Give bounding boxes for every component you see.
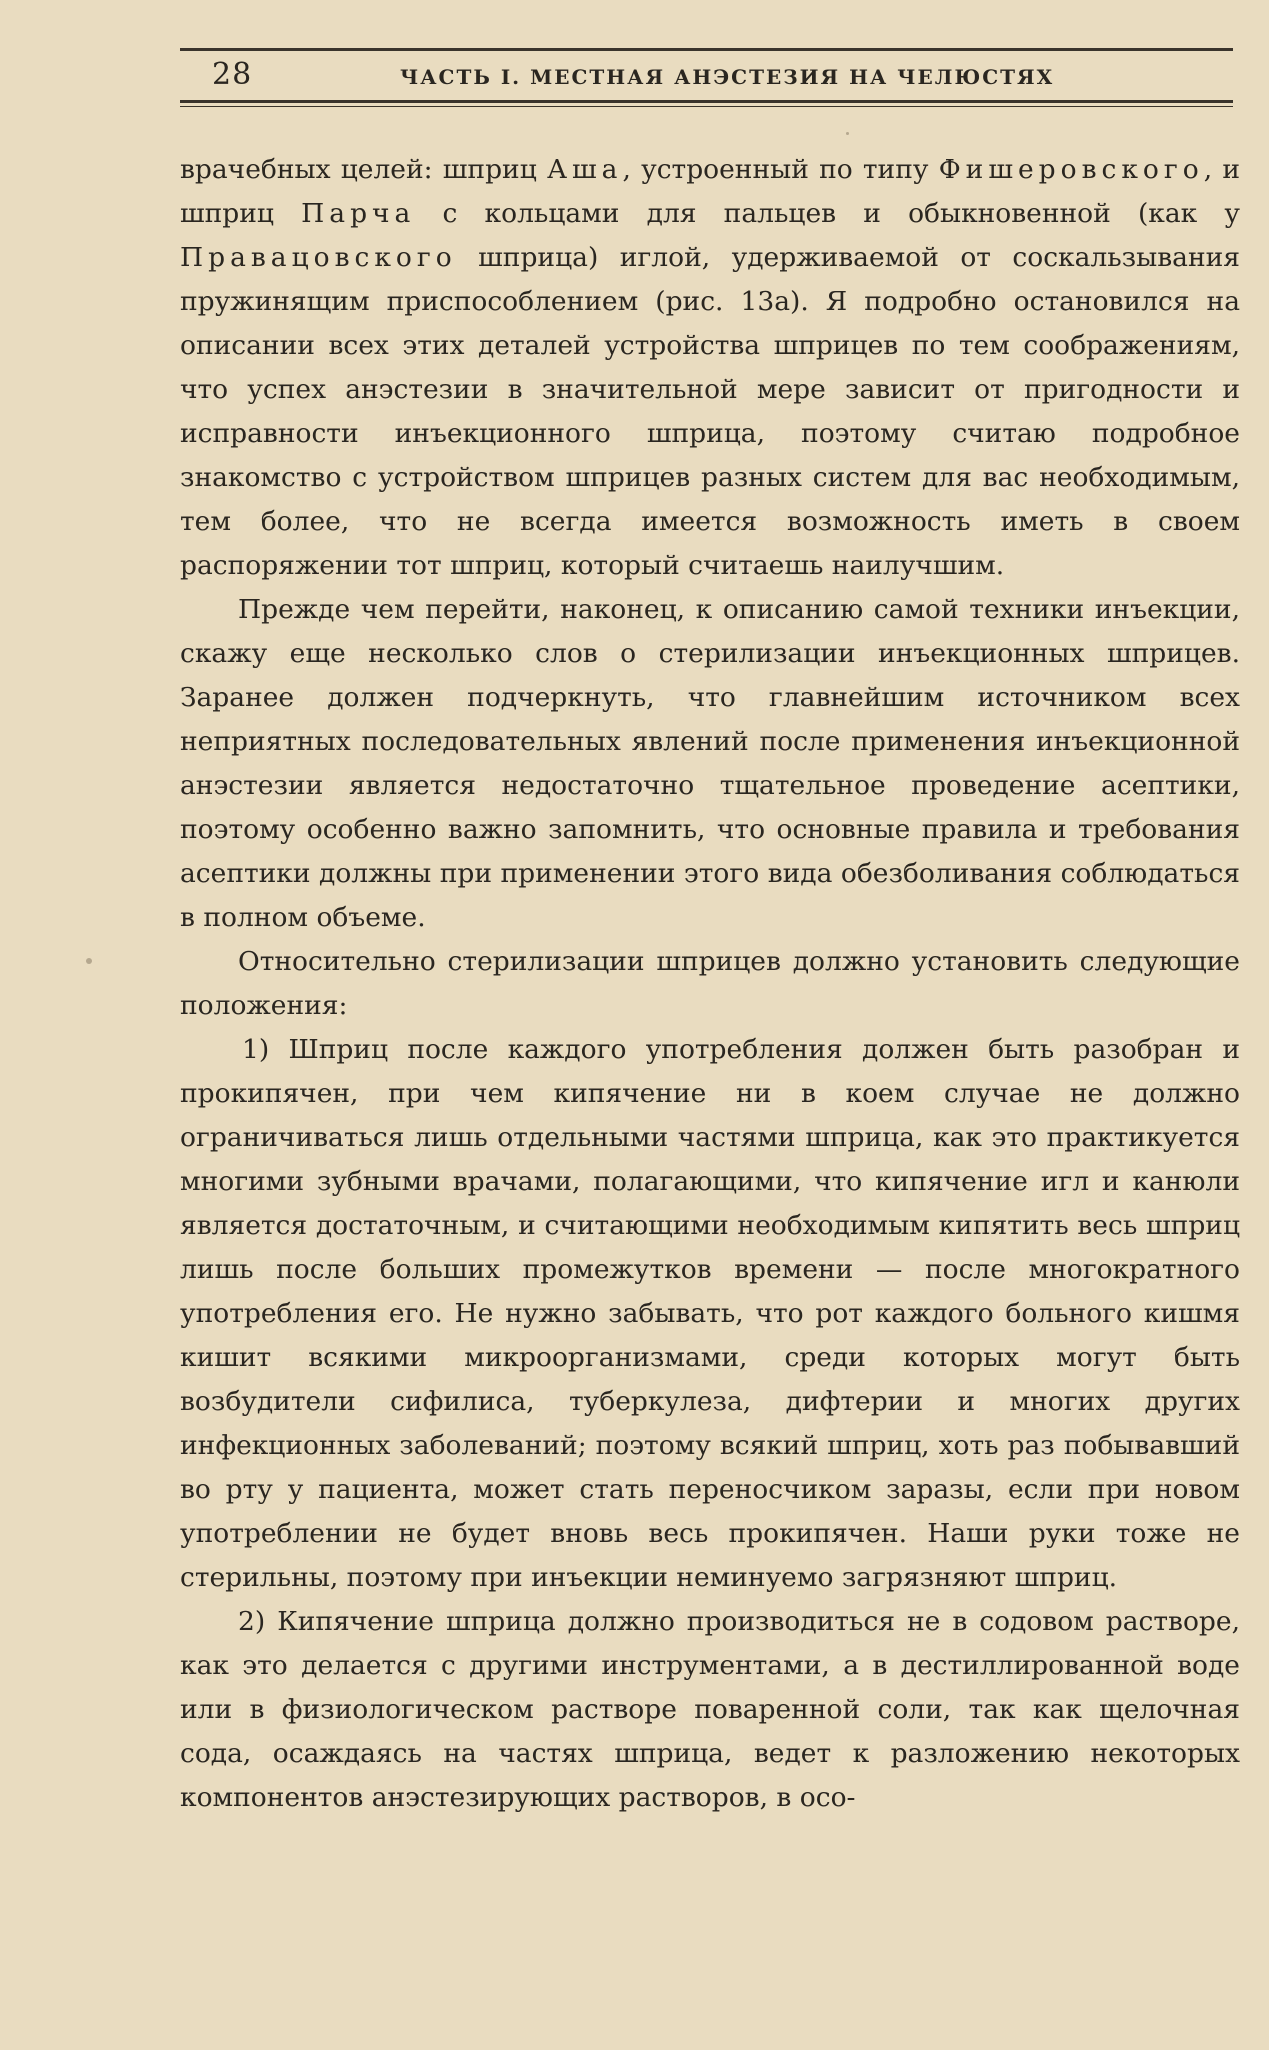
text-run: врачебных целей: шприц xyxy=(180,154,547,185)
header-top-rule xyxy=(180,48,1233,51)
paragraph-5: 2) Кипячение шприца должно производиться не в содовом растворе, как это делается с другими инструментами, а в дестиллированной воде или в физиологическом растворе поваренной соли, так как щелочная сода, осаждаясь на частях шприца, ведет к разложению некоторых компонентов анэстезирующих растворов, в осо- xyxy=(180,1606,1240,1813)
header-bottom-rule xyxy=(180,100,1233,103)
paragraph-1 xyxy=(180,148,1240,588)
paragraph-3: Относительно стерилизации шприцев должно установить следующие положения: xyxy=(180,946,1240,1021)
running-head: ЧАСТЬ I. МЕСТНАЯ АНЭСТЕЗИЯ НА ЧЕЛЮСТЯХ xyxy=(400,65,1055,89)
page-number: 28 xyxy=(212,57,253,92)
paper-speck xyxy=(846,132,849,135)
header-bottom-rule-thin xyxy=(180,106,1233,107)
spaced-name-parch: Парча xyxy=(301,198,416,229)
spaced-name-pravaz: Правацовского xyxy=(180,242,457,273)
spaced-name-fisher: Фишеровского xyxy=(938,154,1204,185)
text-run: с кольцами для пальцев и обыкновенной (как у xyxy=(415,198,1240,229)
paragraph-4: 1) Шприц после каждого употребления должен быть разобран и прокипячен, при чем кипячение ни в коем случае не должно ограничиваться лишь отдельными частями шприца, как это практикуется многими зубными врачами, полагающими, что кипячение игл и канюли является достаточным, и считающими необходимым кипятить весь шприц лишь после больших промежутков времени — после многократного употребления его. Не нужно забывать, что рот каждого больного кишмя кишит всякими микроорганизмами, среди которых могут быть возбудители сифилиса, туберкулеза, дифтерии и многих других инфекционных заболеваний; поэтому всякий шприц, хоть раз побывавший во рту у пациента, может стать переносчиком заразы, если при новом употреблении не будет вновь весь прокипячен. Наши руки тоже не стерильны, поэтому при инъекции неминуемо загрязняют шприц. xyxy=(180,1034,1240,1593)
text-run: шприца) иглой, удерживаемой от соскальзывания пружинящим приспособлением (рис. 13а). Я подробно остановился на описании всех этих деталей устройства шприцев по тем соображениям, что успех анэстезии в значительной мере зависит от пригодности и исправности инъекционного шприца, поэтому считаю подробное знакомство с устройством шприцев разных систем для вас необходимым, тем более, что не всегда имеется возможность иметь в своем распоряжении тот шприц, который считаешь наилучшим. xyxy=(180,242,1240,581)
paper-speck xyxy=(86,958,92,964)
text-run: , и шприц xyxy=(180,154,1240,229)
text-run: , устроенный по типу xyxy=(622,154,939,185)
body-text xyxy=(180,148,1240,1820)
paragraph-2: Прежде чем перейти, наконец, к описанию самой техники инъекции, скажу еще несколько слов о стерилизации инъекционных шприцев. Заранее должен подчеркнуть, что главнейшим источником всех неприятных последовательных явлений после применения инъекционной анэстезии является недостаточно тщательное проведение асептики, поэтому особенно важно запомнить, что основные правила и требования асептики должны при применении этого вида обезболивания соблюдаться в полном объеме. xyxy=(180,594,1240,933)
page-header xyxy=(180,48,1233,106)
spaced-name-asha: Аша xyxy=(546,154,623,185)
